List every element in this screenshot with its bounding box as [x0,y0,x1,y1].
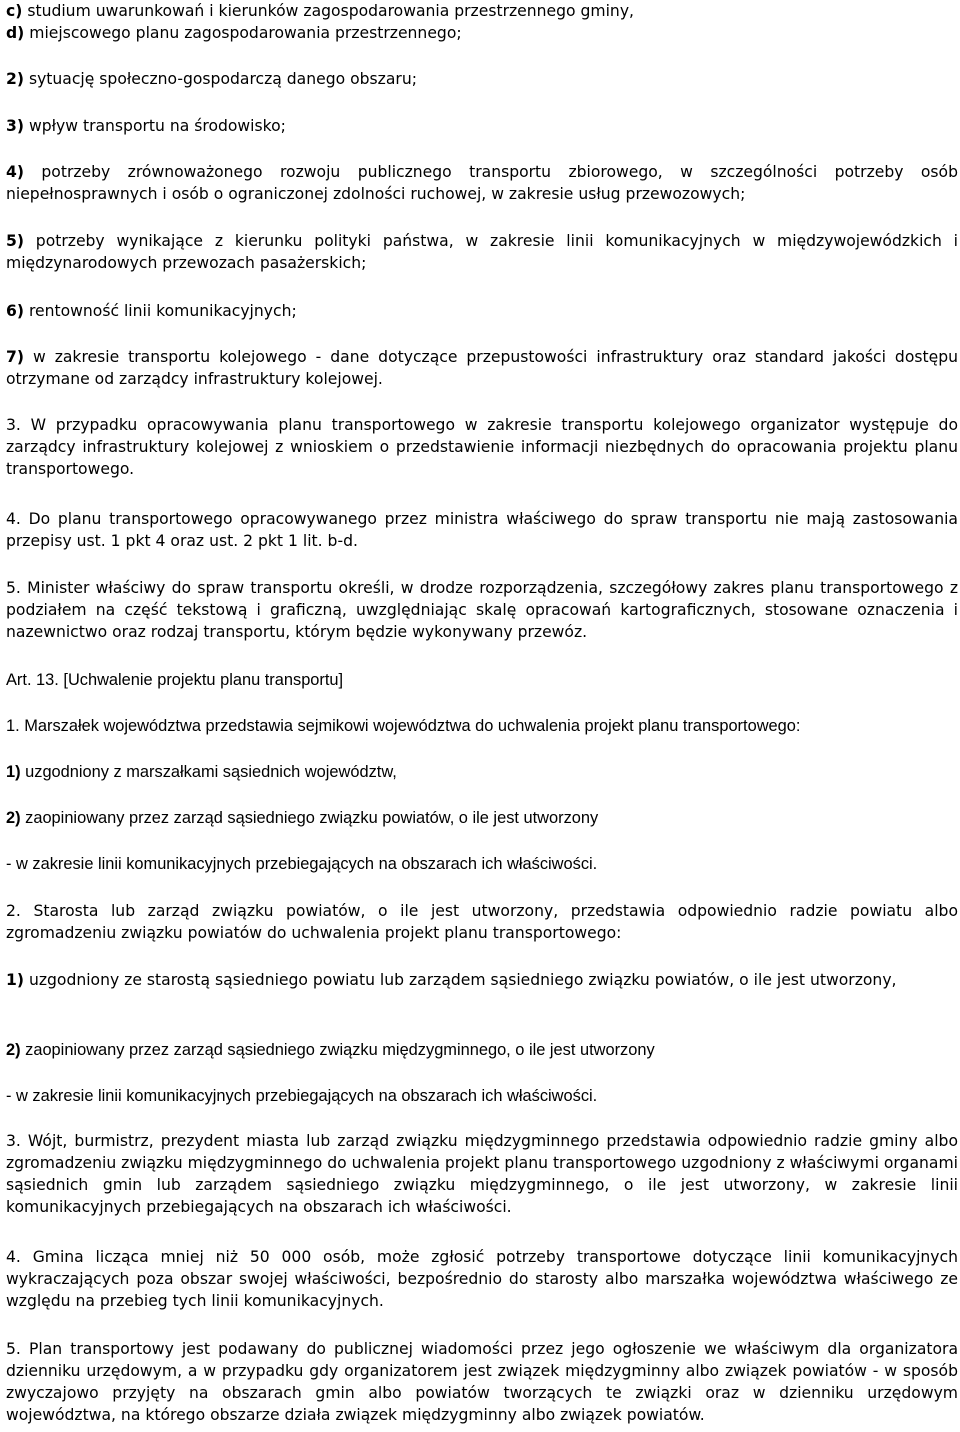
list-marker: 5) [6,232,24,250]
paragraph-scope-1: - w zakresie linii komunikacyjnych przebiegających na obszarach ich właściwości. [6,855,598,873]
list-marker: 2) [6,1041,21,1059]
article-heading: Art. 13. [Uchwalenie projektu planu transportu] [6,671,344,689]
list-item-art13-2-1 [6,969,958,991]
paragraph-art13-5: 5. Plan transportowy jest podawany do publicznej wiadomości przez jego ogłoszenie we właściwym dla organizatora dzienniku urzędowym, a w przypadku gdy organizatorem jest związek międzygminny albo związek powiatów - w sposób zwyczajowo przyjęty na obszarach gmin albo powiatów tworzących te związki oraz w dzienniku urzędowym województwa, na którego obszarze działa związek międzygminny albo związek powiatów. [6,1340,958,1424]
list-marker: 1) [6,763,21,781]
list-marker: 4) [6,163,24,181]
list-item-text: zaopiniowany przez zarząd sąsiedniego związku międzygminnego, o ile jest utworzony [20,1041,655,1059]
list-item-7 [6,346,958,390]
list-item-text: sytuację społeczno-gospodarczą danego obszaru; [23,70,417,88]
list-marker: d) [6,24,25,42]
list-item-text: w zakresie transportu kolejowego - dane dotyczące przepustowości infrastruktury oraz standard jakości dostępu otrzymane od zarządcy infrastruktury kolejowej. [6,348,958,388]
list-item-text: potrzeby zrównoważonego rozwoju publicznego transportu zbiorowego, w szczególności potrzeby osób niepełnosprawnych i osób o ograniczonej zdolności ruchowej, w zakresie usług przewozowych; [6,163,958,203]
paragraph-art13-2: 2. Starosta lub zarząd związku powiatów, o ile jest utworzony, przedstawia odpowiednio radzie powiatu albo zgromadzeniu związku powiatów do uchwalenia projekt planu transportowego: [6,902,958,942]
list-item-art13-1-1 [6,761,958,783]
list-marker: 2) [6,70,24,88]
paragraph-4: 4. Do planu transportowego opracowywanego przez ministra właściwego do spraw transportu nie mają zastosowania przepisy ust. 1 pkt 4 oraz ust. 2 pkt 1 lit. b-d. [6,510,958,550]
paragraph-art13-4: 4. Gmina licząca mniej niż 50 000 osób, może zgłosić potrzeby transportowe dotyczące linii komunikacyjnych wykraczających poza obszar swojej właściwości, bezpośrednio do starosty albo marszałka województwa właściwego ze względu na przebieg tych linii komunikacyjnych. [6,1248,958,1310]
list-item-text: rentowność linii komunikacyjnych; [23,302,297,320]
list-marker: 2) [6,809,21,827]
list-item-text: uzgodniony ze starostą sąsiedniego powiatu lub zarządem sąsiedniego związku powiatów, o ile jest utworzony, [23,971,897,989]
list-marker: 7) [6,348,24,366]
list-marker: 3) [6,117,24,135]
list-item-4 [6,161,958,205]
list-item-6 [6,300,958,322]
list-item-art13-1-2 [6,807,958,829]
list-item-text: miejscowego planu zagospodarowania przestrzennego; [24,24,462,42]
list-item-2 [6,68,958,90]
paragraph-scope-2: - w zakresie linii komunikacyjnych przebiegających na obszarach ich właściwości. [6,1087,598,1105]
list-item-text: potrzeby wynikające z kierunku polityki państwa, w zakresie linii komunikacyjnych w międzywojewódzkich i międzynarodowych przewozach pasażerskich; [6,232,958,272]
list-marker: 1) [6,971,24,989]
paragraph-3: 3. W przypadku opracowywania planu transportowego w zakresie transportu kolejowego organizator występuje do zarządcy infrastruktury kolejowej z wnioskiem o przedstawienie informacji niezbędnych do opracowania projektu planu transportowego. [6,416,958,478]
list-marker: 6) [6,302,24,320]
list-item-5 [6,230,958,274]
list-item-text: studium uwarunkowań i kierunków zagospodarowania przestrzennego gminy, [22,2,635,20]
list-item-c [6,0,958,22]
list-marker: c) [6,2,23,20]
list-item-text: zaopiniowany przez zarząd sąsiedniego związku powiatów, o ile jest utworzony [20,809,599,827]
list-item-d [6,22,958,44]
list-item-art13-2-2 [6,1039,958,1061]
list-item-text: uzgodniony z marszałkami sąsiednich województw, [20,763,397,781]
paragraph-5: 5. Minister właściwy do spraw transportu określi, w drodze rozporządzenia, szczegółowy zakres planu transportowego z podziałem na część tekstową i graficzną, uwzględniając skalę opracowań kartograficznych, stosowane oznaczenia i nazewnictwo oraz rodzaj transportu, którym będzie wykonywany przewóz. [6,579,958,641]
paragraph-art13-1: 1. Marszałek województwa przedstawia sejmikowi województwa do uchwalenia projekt planu transportowego: [6,717,801,735]
list-item-text: wpływ transportu na środowisko; [23,117,286,135]
list-item-3 [6,115,958,137]
paragraph-art13-3: 3. Wójt, burmistrz, prezydent miasta lub zarząd związku międzygminnego przedstawia odpowiednio radzie gminy albo zgromadzeniu związku międzygminnego do uchwalenia projekt planu transportowego uzgodniony z właściwymi organami sąsiednich gmin lub zarządem sąsiedniego związku międzygminnego, o ile jest utworzony, w zakresie linii komunikacyjnych przebiegających na obszarach ich właściwości. [6,1132,958,1216]
